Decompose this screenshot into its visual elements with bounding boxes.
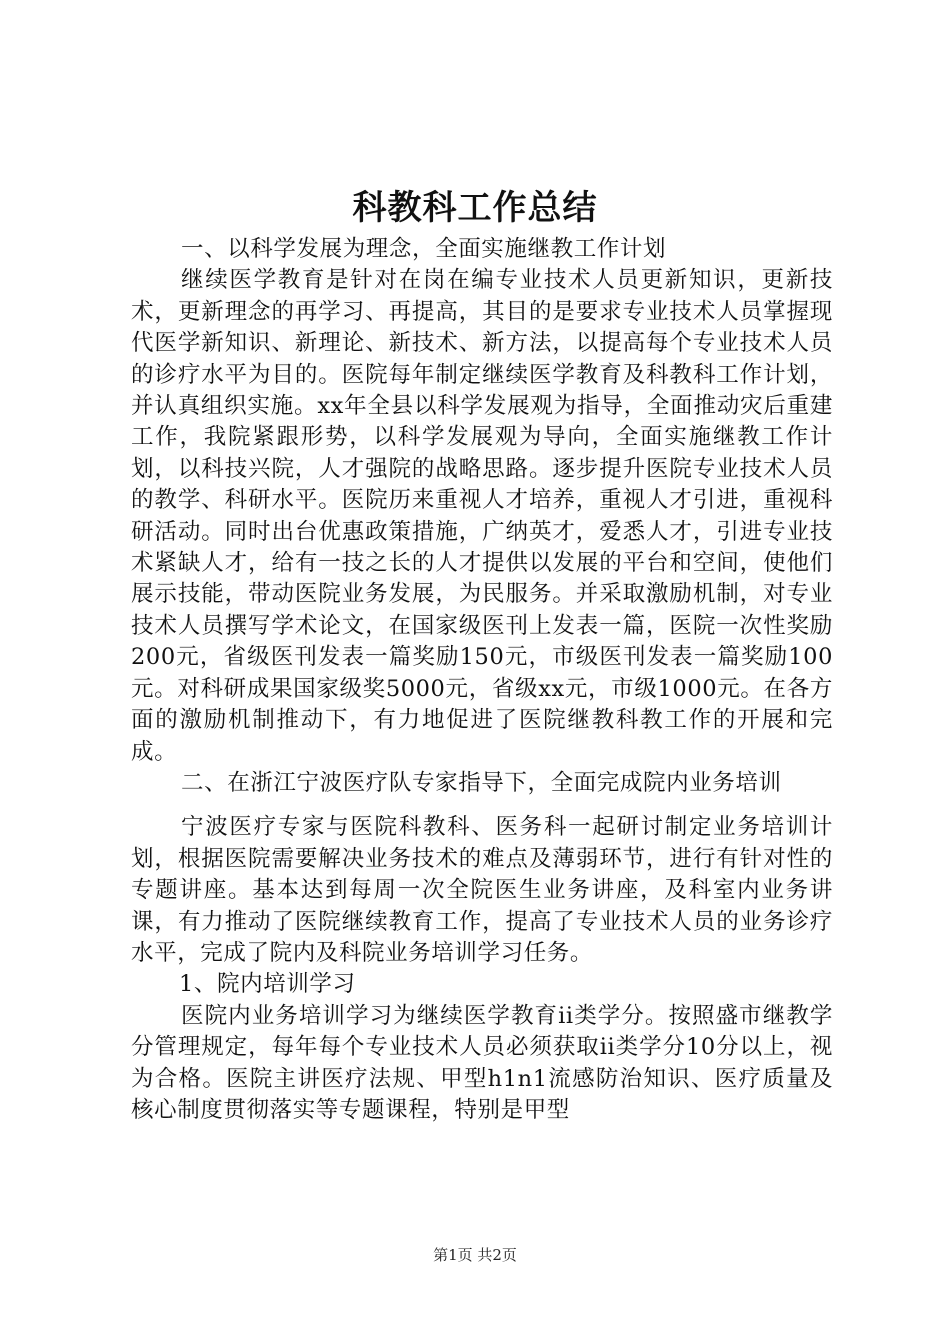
section-heading-1: 一、以科学发展为理念，全面实施继教工作计划 bbox=[181, 236, 667, 262]
page-footer: 第1页 共2页 bbox=[433, 1246, 517, 1264]
paragraph-1: 继续医学教育是针对在岗在编专业技术人员更新知识，更新技术，更新理念的再学习、再提高，其目的是要求专业技术人员掌握现代医学新知识、新理论、新技术、新方法，以提高每个专业技术人员的诊疗水平为目的。医院每年制定继续医学教育及科教科工作计划，并认真组织实施。xx年全县以科学发展观为指导，全面推动灾后重建工作，我院紧跟形势，以科学发展观为导向，全面实施继教工作计划，以科技兴院，人才强院的战略思路。逐步提升医院专业技术人员的教学、科研水平。医院历来重视人才培养，重视人才引进，重视科研活动。同时出台优惠政策措施，广纳英才，爱悉人才，引进专业技术紧缺人才，给有一技之长的人才提供以发展的平台和空间，使他们展示技能，带动医院业务发展，为民服务。并采取激励机制，对专业技术人员撰写学术论文，在国家级医刊上发表一篇，医院一次性奖励200元，省级医刊发表一篇奖励150元，市级医刊发表一篇奖励100元。对科研成果国家级奖5000元，省级xx元，市级1000元。在各方面的激励机制推动下，有力地促进了医院继教科教工作的开展和完成。 bbox=[131, 267, 833, 765]
document-title: 科教科工作总结 bbox=[352, 188, 598, 228]
paragraph-3: 医院内业务培训学习为继续医学教育ii类学分。按照盛市继教学分管理规定，每年每个专业技术人员必须获取ii类学分10分以上，视为合格。医院主讲医疗法规、甲型h1n1流感防治知识、医疗质量及核心制度贯彻落实等专题课程，特别是甲型 bbox=[131, 1002, 833, 1123]
paragraph-2: 宁波医疗专家与医院科教科、医务科一起研讨制定业务培训计划，根据医院需要解决业务技术的难点及薄弱环节，进行有针对性的专题讲座。基本达到每周一次全院医生业务讲座，及科室内业务讲课，有力推动了医院继续教育工作，提高了专业技术人员的业务诊疗水平，完成了院内及科院业务培训学习任务。 bbox=[131, 814, 833, 966]
section-heading-2: 二、在浙江宁波医疗队专家指导下，全面完成院内业务培训 bbox=[181, 769, 782, 796]
subsection-heading-1: 1、院内培训学习 bbox=[179, 971, 356, 998]
document-body bbox=[131, 234, 833, 1126]
